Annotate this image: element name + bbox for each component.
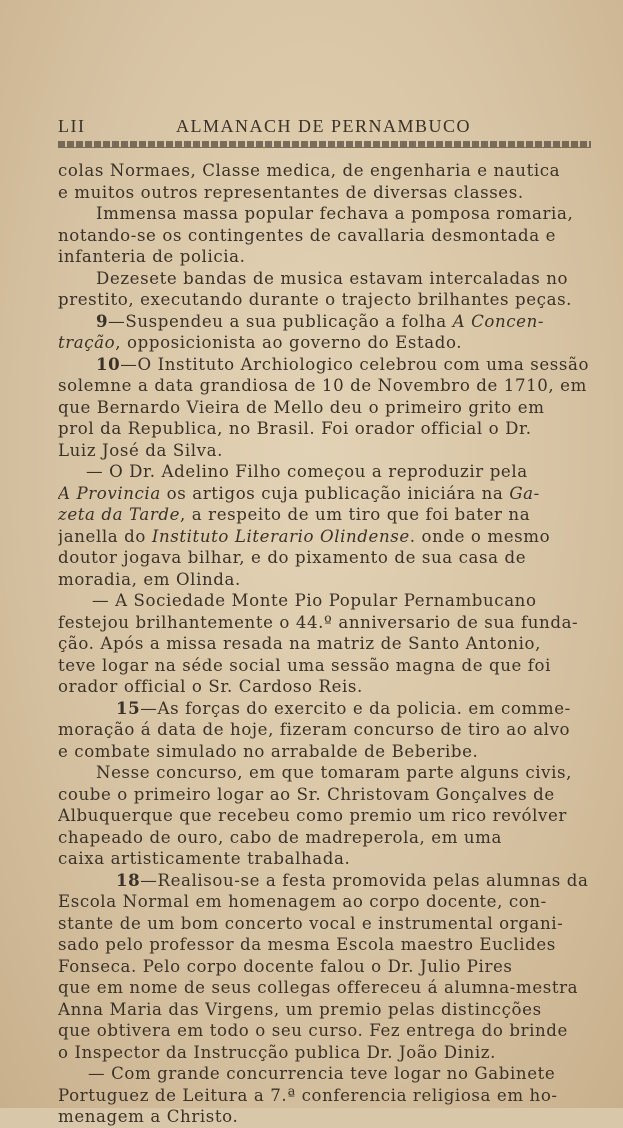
text-line: doutor jogava bilhar, e do pixamento de sua casa de <box>58 548 527 567</box>
entry-text: os artigos cuja publicação iniciára na <box>160 483 510 503</box>
body-text <box>58 160 598 1128</box>
text-line: Portuguez de Leitura a 7.ª conferencia religiosa em ho- <box>58 1085 558 1105</box>
newspaper-title: A Provincia <box>58 483 161 503</box>
text-line: Luiz José da Silva. <box>58 440 223 460</box>
running-title: ALMANACH DE PERNAMBUCO <box>176 116 472 136</box>
text-line: stante de um bom concerto vocal e instrumental organi- <box>58 913 564 933</box>
text-line: e combate simulado no arrabalde de Beberibe. <box>58 741 479 761</box>
text-line: prol da Republica, no Brasil. Foi orador official o Dr. <box>58 419 532 438</box>
text-line: — Com grande concurrencia teve logar no Gabinete <box>88 1064 556 1083</box>
text-line: Nesse concurso, em que tomaram parte alguns civis, <box>96 763 573 782</box>
page-number: LII <box>58 116 86 136</box>
institution-name: Instituto Literario Olindense <box>151 526 410 546</box>
text-line: moração á data de hoje, fizeram concurso de tiro ao alvo <box>58 720 571 739</box>
header-rule <box>58 141 591 148</box>
text-line <box>58 504 598 526</box>
text-line: — O Dr. Adelino Filho começou a reproduzir pela <box>86 462 528 481</box>
running-header <box>58 116 583 142</box>
entry-text: —As forças do exercito e da policia. em comme- <box>140 698 571 718</box>
text-line: coube o primeiro logar ao Sr. Christovam Gonçalves de <box>58 784 555 804</box>
text-line: — A Sociedade Monte Pio Popular Pernambucano <box>92 591 537 610</box>
newspaper-title: A Concen- <box>452 311 545 331</box>
text-line: que obtivera em todo o seu curso. Fez entrega do brinde <box>58 1021 568 1040</box>
entry-text: janella do <box>58 526 152 546</box>
text-line: chapeado de ouro, cabo de madreperola, em uma <box>58 827 503 847</box>
text-line: Dezesete bandas de musica estavam intercaladas no <box>96 268 569 288</box>
entry-9 <box>96 311 598 333</box>
text-line: que Bernardo Vieira de Mello deu o primeiro grito em <box>58 397 545 417</box>
newspaper-title: Ga- <box>509 483 540 503</box>
text-line: e muitos outros representantes de diversas classes. <box>58 182 524 202</box>
entry-18 <box>116 870 598 892</box>
entry-number: 15 <box>116 697 141 718</box>
entry-text: . onde o mesmo <box>409 526 551 546</box>
text-line: ção. Após a missa resada na matriz de Santo Antonio, <box>58 634 541 653</box>
text-line <box>58 332 598 354</box>
text-line: orador official o Sr. Cardoso Reis. <box>58 677 363 696</box>
text-line: Anna Maria das Virgens, um premio pelas distincções <box>58 999 542 1019</box>
newspaper-title: zeta da Tarde <box>58 505 181 524</box>
entry-10 <box>96 354 598 376</box>
entry-text: , a respeito de um tiro que foi bater na <box>180 505 531 524</box>
text-line: que em nome de seus collegas offereceu á alumna-mestra <box>58 978 579 997</box>
text-line: prestito, executando durante o trajecto brilhantes peças. <box>58 290 573 309</box>
entry-text: —Suspendeu a sua publicação a folha <box>108 311 453 331</box>
text-line: o Inspector da Instrucção publica Dr. João Diniz. <box>58 1042 496 1062</box>
text-line: menagem a Christo. <box>58 1107 239 1126</box>
entry-number: 18 <box>116 869 141 890</box>
text-line <box>58 526 598 548</box>
text-line: Fonseca. Pelo corpo docente falou o Dr. Julio Pires <box>58 956 513 976</box>
text-line: infanteria de policia. <box>58 247 246 266</box>
text-line: Immensa massa popular fechava a pomposa romaria, <box>96 204 574 223</box>
text-line: Albuquerque que recebeu como premio um rico revólver <box>58 806 567 825</box>
entry-text: —O Instituto Archiologico celebrou com uma sessão <box>120 354 590 374</box>
text-line <box>58 483 598 505</box>
text-line: moradia, em Olinda. <box>58 569 241 589</box>
text-line: sado pelo professor da mesma Escola maestro Euclides <box>58 935 556 954</box>
text-line: notando-se os contingentes de cavallaria desmontada e <box>58 225 557 245</box>
text-line: solemne a data grandiosa de 10 de Novembro de 1710, em <box>58 376 587 395</box>
entry-text: —Realisou-se a festa promovida pelas alumnas da <box>140 870 589 890</box>
newspaper-title: tração <box>58 333 116 352</box>
text-line: festejou brilhantemente o 44.º anniversario de sua funda- <box>58 612 579 632</box>
entry-number: 9 <box>96 310 109 331</box>
entry-15 <box>116 698 598 720</box>
text-line: teve logar na séde social uma sessão magna de que foi <box>58 655 552 675</box>
entry-text: , opposicionista ao governo do Estado. <box>115 333 463 352</box>
text-line: Escola Normal em homenagem ao corpo docente, con- <box>58 892 547 911</box>
entry-number: 10 <box>96 353 121 374</box>
text-line: caixa artisticamente trabalhada. <box>58 849 351 868</box>
text-line: colas Normaes, Classe medica, de engenharia e nautica <box>58 161 561 180</box>
